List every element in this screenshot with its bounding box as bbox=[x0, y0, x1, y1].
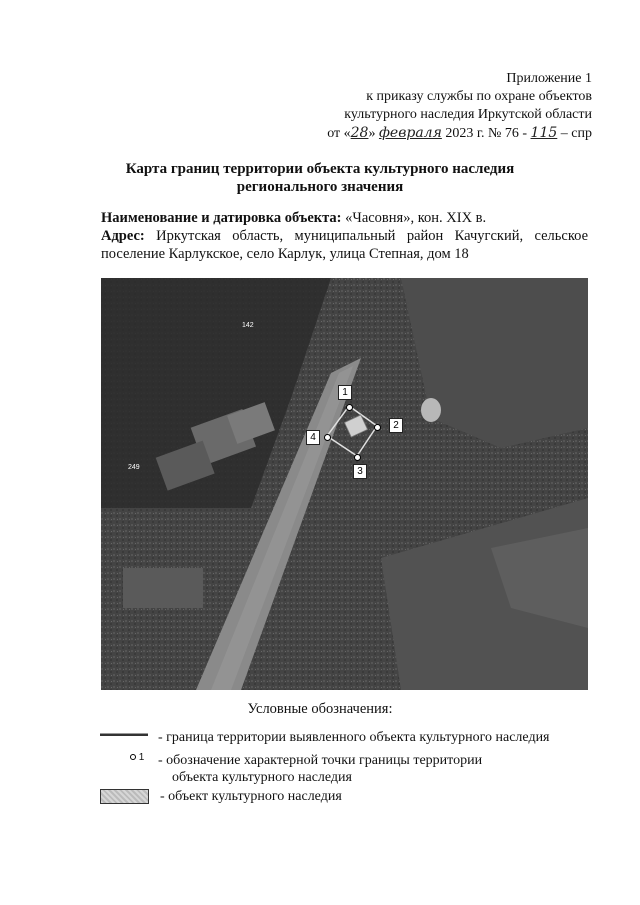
legend-item-point-cont: объекта культурного наследия bbox=[172, 770, 352, 785]
legend-item-boundary: - граница территории выявленного объекта культурного наследия bbox=[158, 730, 550, 745]
legend-item-object: - объект культурного наследия bbox=[160, 789, 342, 804]
order-line: культурного наследия Иркутской области bbox=[344, 107, 592, 122]
handwritten-month: февраля bbox=[378, 125, 442, 141]
page-subtitle: регионального значения bbox=[236, 179, 404, 195]
parcel-label-249: 249 bbox=[128, 464, 140, 471]
object-address bbox=[101, 227, 588, 263]
year-number: 2023 г. № 76 - bbox=[445, 126, 528, 141]
aerial-imagery bbox=[101, 278, 588, 690]
object-name-label: Наименование и датировка объекта: bbox=[101, 210, 342, 226]
order-date-line bbox=[327, 124, 592, 143]
date-mid: » bbox=[368, 126, 376, 141]
address-value: Иркутская область, муниципальный район Качугский, сельское поселение Карлукское, село Карлук, улица Степная, дом 18 bbox=[101, 228, 589, 262]
order-line: к приказу службы по охране объектов bbox=[366, 89, 592, 104]
address-label: Адрес: bbox=[101, 228, 145, 244]
boundary-point-1-label: 1 bbox=[338, 385, 352, 400]
legend-item-point: - обозначение характерной точки границы территории bbox=[158, 753, 483, 768]
boundary-point-1-dot bbox=[346, 404, 353, 411]
legend-line-sample bbox=[100, 733, 148, 736]
boundary-point-2-label: 2 bbox=[389, 418, 403, 433]
legend-point-number: 1 bbox=[138, 752, 145, 763]
boundary-point-4-label: 4 bbox=[306, 430, 320, 445]
handwritten-order-number: 115 bbox=[530, 125, 558, 141]
legend-title: Условные обозначения: bbox=[247, 701, 393, 717]
object-name-value: «Часовня», кон. XIX в. bbox=[345, 210, 487, 226]
legend-point-sample bbox=[130, 752, 144, 763]
object-name bbox=[101, 209, 588, 227]
boundary-point-3-label: 3 bbox=[353, 464, 367, 479]
date-prefix: от « bbox=[327, 126, 351, 141]
handwritten-day: 28 bbox=[350, 125, 369, 141]
boundary-point-4-dot bbox=[324, 434, 331, 441]
page-title: Карта границ территории объекта культурного наследия bbox=[125, 161, 515, 177]
appendix-label: Приложение 1 bbox=[506, 71, 592, 86]
aerial-map bbox=[101, 278, 588, 690]
boundary-point-2-dot bbox=[374, 424, 381, 431]
parcel-label-142: 142 bbox=[242, 322, 254, 329]
order-suffix: – спр bbox=[560, 126, 592, 141]
boundary-point-3-dot bbox=[354, 454, 361, 461]
legend-object-swatch bbox=[100, 789, 149, 804]
